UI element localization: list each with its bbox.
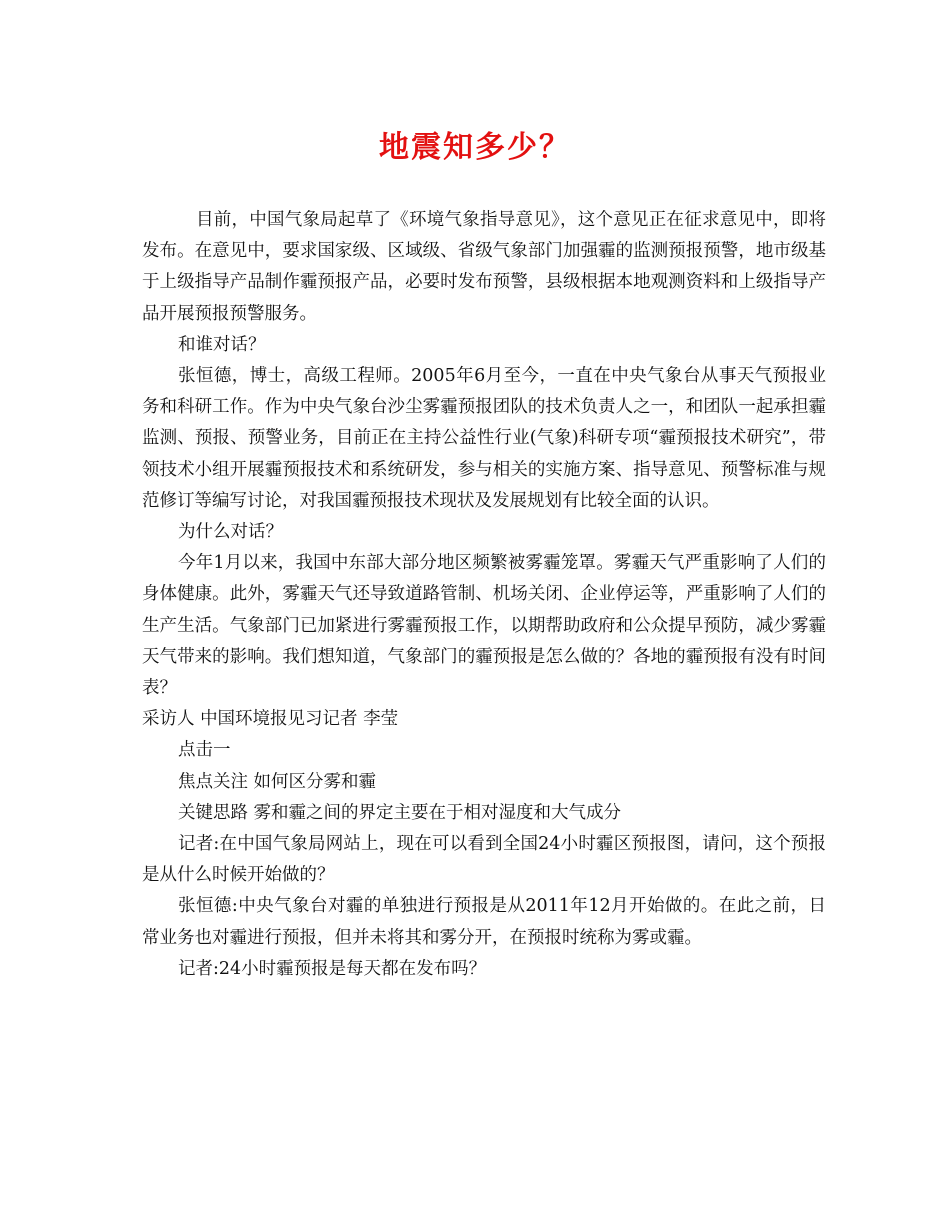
reporter-question-1: 记者:在中国气象局网站上，现在可以看到全国24小时霾区预报图，请问，这个预报是从什么时候开始做的？ bbox=[142, 834, 826, 886]
section-heading-why: 为什么对话？ bbox=[178, 522, 283, 543]
reporter-question-2: 记者:24小时霾预报是每天都在发布吗？ bbox=[178, 958, 487, 979]
key-idea-line: 关键思路 雾和霾之间的界定主要在于相对湿度和大气成分 bbox=[178, 802, 622, 823]
paragraph-intro: 目前，中国气象局起草了《环境气象指导意见》，这个意见正在征求意见中，即将发布。在意见中，要求国家级、区域级、省级气象部门加强霾的监测预报预警，地市级基于上级指导产品制作霾预报产品，必要时发布预警，县级根据本地观测资料和上级指导产品开展预报预警服务。 bbox=[142, 210, 826, 324]
section-heading-who: 和谁对话？ bbox=[178, 334, 266, 355]
interviewer-line: 采访人 中国环境报见习记者 李莹 bbox=[142, 709, 399, 730]
section-click-one: 点击一 bbox=[178, 740, 231, 761]
paragraph-background: 今年1月以来，我国中东部大部分地区频繁被雾霾笼罩。雾霾天气严重影响了人们的身体健康。此外，雾霾天气还导致道路管制、机场关闭、企业停运等，严重影响了人们的生产生活。气象部门已加紧进行雾霾预报工作，以期帮助政府和公众提早预防，减少雾霾天气带来的影响。我们想知道，气象部门的霾预报是怎么做的？各地的霾预报有没有时间表？ bbox=[142, 553, 826, 699]
focus-line: 焦点关注 如何区分雾和霾 bbox=[178, 771, 377, 792]
document-body bbox=[142, 205, 826, 985]
paragraph-profile: 张恒德，博士，高级工程师。2005年6月至今，一直在中央气象台从事天气预报业务和科研工作。作为中央气象台沙尘雾霾预报团队的技术负责人之一，和团队一起承担霾监测、预报、预警业务，目前正在主持公益性行业(气象)科研专项“霾预报技术研究”，带领技术小组开展霾预报技术和系统研发，参与相关的实施方案、指导意见、预警标准与规范修订等编写讨论，对我国霾预报技术现状及发展规划有比较全面的认识。 bbox=[142, 366, 826, 511]
answer-1: 张恒德:中央气象台对霾的单独进行预报是从2011年12月开始做的。在此之前，日常业务也对霾进行预报，但并未将其和雾分开，在预报时统称为雾或霾。 bbox=[142, 896, 826, 948]
document-title: 地震知多少？ bbox=[379, 130, 571, 165]
